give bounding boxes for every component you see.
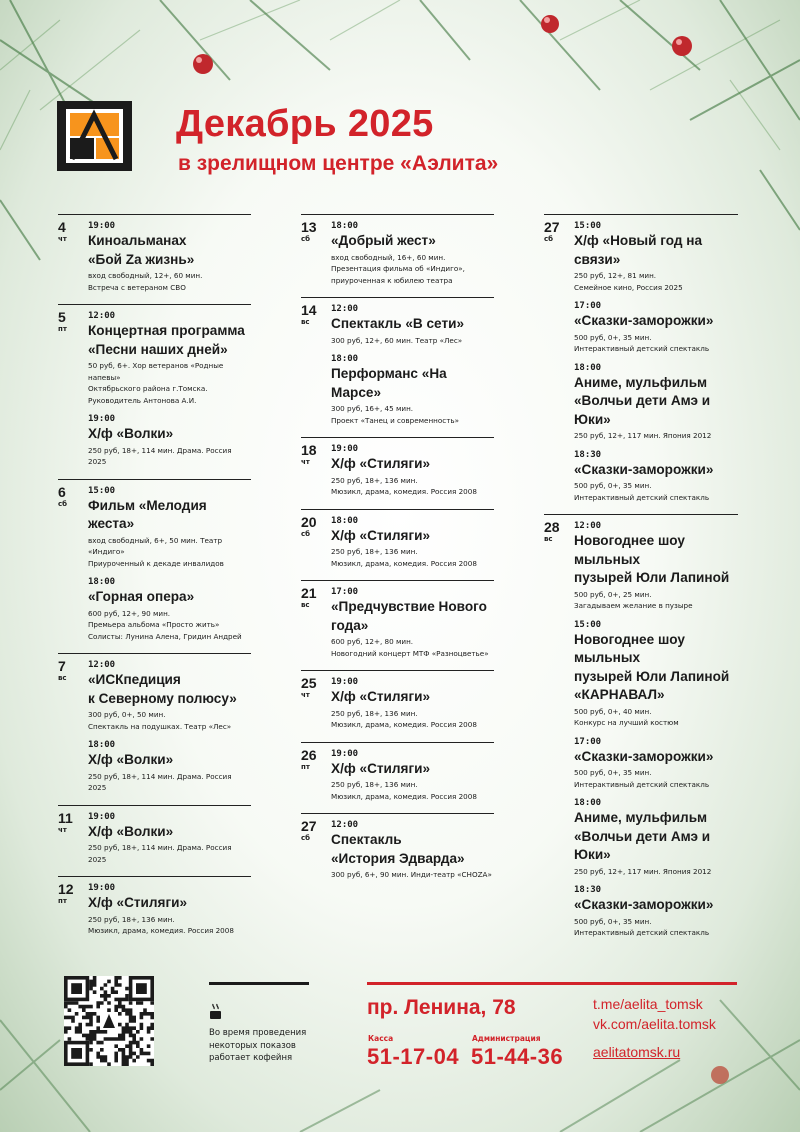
event-item	[331, 303, 494, 346]
day-date	[58, 882, 88, 937]
event-title: Х/ф «Стиляги»	[331, 527, 431, 543]
day-number: 27	[544, 219, 560, 235]
day-date	[544, 520, 574, 939]
day-events	[331, 819, 494, 881]
event-item	[574, 300, 738, 355]
day-weekday: вс	[301, 318, 310, 326]
event-info: 300 руб, 6+, 90 мин. Инди-театр «CHOZA»	[331, 870, 492, 879]
day-events	[88, 220, 251, 293]
day-date	[301, 676, 331, 731]
day-weekday: чт	[301, 458, 310, 466]
event-item	[331, 443, 494, 498]
schedule-day	[58, 214, 251, 293]
event-title: Х/ф «Волки»	[88, 752, 174, 767]
event-info: 50 руб, 6+. Хор ветеранов «Родные напевы» Октябрьского района г.Томска. Руководитель Антонова А.И.	[88, 361, 224, 405]
event-item	[574, 520, 738, 612]
day-weekday: сб	[301, 235, 311, 243]
event-title: «Сказки-заморожки»	[574, 461, 714, 477]
schedule-day	[301, 742, 494, 803]
day-date	[301, 220, 331, 286]
day-events	[88, 485, 251, 643]
day-events	[331, 443, 494, 498]
day-weekday: пт	[301, 762, 310, 771]
event-item	[331, 748, 494, 803]
event-item	[574, 619, 738, 729]
day-date	[58, 310, 88, 468]
event-info: 500 руб, 0+, 35 мин. Интерактивный детский спектакль	[574, 332, 710, 353]
event-item	[88, 739, 251, 794]
event-info: 300 руб, 16+, 45 мин. Проект «Танец и современность»	[331, 404, 460, 425]
coffee-cup-icon	[209, 1003, 223, 1021]
event-time: 15:00	[574, 619, 602, 630]
event-info: 250 руб, 18+, 136 мин. Мюзикл, драма, комедия. Россия 2008	[331, 708, 477, 729]
event-time: 17:00	[574, 301, 602, 311]
event-time: 19:00	[88, 883, 116, 893]
day-number: 6	[58, 483, 66, 500]
website-link[interactable]: aelitatomsk.ru	[593, 1044, 681, 1060]
day-events	[88, 659, 251, 794]
event-time: 18:00	[331, 515, 359, 526]
event-time: 19:00	[331, 677, 359, 687]
event-time: 12:00	[88, 311, 116, 321]
aelita-logo	[57, 101, 132, 171]
event-info: 250 руб, 12+, 81 мин. Семейное кино, Россия 2025	[574, 271, 683, 292]
event-time: 19:00	[331, 444, 359, 454]
event-time: 12:00	[331, 304, 359, 314]
schedule-column-2	[301, 214, 494, 892]
day-events	[88, 310, 251, 468]
day-number: 25	[301, 675, 317, 691]
day-weekday: чт	[58, 825, 67, 834]
footer-divider-left	[209, 982, 309, 985]
day-events	[331, 515, 494, 570]
event-item	[574, 797, 738, 877]
day-date	[301, 515, 331, 570]
page-subtitle: в зрелищном центре «Аэлита»	[178, 152, 499, 175]
event-item	[331, 676, 494, 731]
day-events	[88, 882, 251, 937]
qr-code[interactable]	[64, 976, 154, 1066]
day-weekday: вс	[301, 601, 310, 609]
event-time: 18:00	[331, 221, 359, 231]
day-number: 7	[58, 658, 66, 674]
event-item	[574, 884, 738, 939]
event-title: «Предчувствие Нового года»	[331, 599, 487, 633]
cafe-note: Во время проведения некоторых показов работает кофейня	[209, 1028, 307, 1063]
event-title: Х/ф «Стиляги»	[88, 895, 188, 910]
day-date	[58, 811, 88, 866]
event-title: Х/ф «Стиляги»	[331, 456, 431, 471]
event-title: «Сказки-заморожки»	[574, 748, 714, 764]
day-date	[544, 220, 574, 503]
admin-label: Администрация	[472, 1034, 541, 1043]
event-item	[574, 220, 738, 293]
day-number: 4	[58, 219, 66, 235]
day-number: 14	[301, 302, 317, 318]
box-office-label: Касса	[368, 1034, 394, 1043]
telegram-link[interactable]: t.me/aelita_tomsk	[593, 996, 703, 1012]
day-date	[58, 220, 88, 293]
event-info: 600 руб, 12+, 80 мин. Новогодний концерт МТФ «Разноцветье»	[331, 637, 489, 658]
day-weekday: чт	[58, 235, 67, 243]
event-info: 250 руб, 18+, 114 мин. Драма. Россия 2025	[88, 843, 232, 864]
day-events	[574, 520, 738, 939]
event-item	[574, 362, 738, 442]
day-number: 21	[301, 585, 317, 601]
schedule-day	[301, 437, 494, 498]
day-weekday: сб	[301, 529, 311, 538]
day-weekday: чт	[301, 691, 310, 699]
schedule-day	[58, 805, 251, 866]
day-number: 18	[301, 442, 317, 458]
page-title: Декабрь 2025	[176, 103, 434, 145]
footer-divider-right	[367, 982, 737, 985]
event-item	[88, 413, 251, 468]
schedule-day	[58, 876, 251, 937]
day-date	[301, 586, 331, 659]
event-title: «Горная опера»	[88, 589, 195, 604]
day-events	[88, 811, 251, 866]
event-info: 500 руб, 0+, 40 мин. Конкурс на лучший костюм	[574, 706, 679, 727]
address: пр. Ленина, 78	[367, 996, 516, 1019]
day-events	[331, 676, 494, 731]
event-title: Х/ф «Волки»	[88, 823, 174, 839]
day-number: 11	[58, 809, 73, 826]
event-info: 500 руб, 0+, 35 мин. Интерактивный детский спектакль	[574, 481, 710, 502]
event-time: 19:00	[88, 414, 116, 424]
event-title: Аниме, мульфильм «Волчьи дети Амэ и Юки»	[574, 374, 711, 427]
schedule-day	[301, 813, 494, 881]
event-info: 500 руб, 0+, 25 мин. Загадываем желание в пузыре	[574, 589, 693, 610]
event-time: 18:30	[574, 449, 602, 460]
event-info: 300 руб, 12+, 60 мин. Театр «Лес»	[331, 335, 463, 345]
event-info: вход свободный, 12+, 60 мин. Встреча с ветераном СВО	[88, 271, 203, 292]
schedule-column-1	[58, 214, 251, 948]
event-time: 12:00	[331, 820, 359, 830]
day-date	[301, 748, 331, 803]
day-weekday: пт	[58, 897, 67, 905]
event-time: 18:00	[88, 740, 116, 750]
event-title: Перформанс «На Марсе»	[331, 366, 447, 400]
day-date	[301, 443, 331, 498]
event-info: 250 руб, 12+, 117 мин. Япония 2012	[574, 866, 712, 876]
event-item	[88, 576, 251, 642]
event-title: Х/ф «Волки»	[88, 426, 174, 441]
event-title: Аниме, мульфильм «Волчьи дети Амэ и Юки»	[574, 810, 711, 862]
event-item	[88, 659, 251, 732]
event-info: 500 руб, 0+, 35 мин. Интерактивный детский спектакль	[574, 916, 710, 937]
event-item	[574, 449, 738, 504]
day-number: 26	[301, 746, 317, 763]
day-date	[301, 303, 331, 426]
event-title: «ИСКпедиция к Северному полюсу»	[88, 672, 237, 706]
event-item	[88, 485, 251, 570]
admin-phone[interactable]: 51-44-36	[471, 1044, 564, 1069]
day-date	[301, 819, 331, 881]
event-title: «Сказки-заморожки»	[574, 313, 714, 328]
day-number: 27	[301, 818, 317, 834]
event-info: 250 руб, 12+, 117 мин. Япония 2012	[574, 431, 712, 440]
event-time: 18:00	[574, 362, 602, 373]
schedule-day	[544, 514, 738, 939]
schedule-day	[544, 214, 738, 503]
day-weekday: сб	[301, 834, 311, 842]
event-info: вход свободный, 6+, 50 мин. Театр «Индиго» Приуроченный к декаде инвалидов	[88, 535, 224, 568]
event-info: 600 руб, 12+, 90 мин. Премьера альбома «Просто жить» Солисты: Лунина Алена, Гридин Андрей	[88, 608, 242, 641]
event-title: Х/ф «Стиляги»	[331, 689, 431, 704]
day-weekday: сб	[58, 499, 68, 508]
box-office-phone[interactable]: 51-17-04	[367, 1044, 460, 1069]
event-info: 250 руб, 18+, 114 мин. Драма. Россия 2025	[88, 771, 232, 792]
vk-link[interactable]: vk.com/aelita.tomsk	[593, 1016, 716, 1032]
schedule-day	[301, 580, 494, 659]
event-title: Спектакль «В сети»	[331, 316, 465, 331]
day-events	[331, 748, 494, 803]
event-item	[88, 310, 251, 406]
event-info: 250 руб, 18+, 136 мин. Мюзикл, драма, комедия. Россия 2008	[88, 914, 234, 935]
day-number: 28	[544, 519, 560, 535]
event-item	[331, 353, 494, 426]
event-title: Новогоднее шоу мыльных пузырей Юли Лапиной	[574, 533, 730, 585]
event-item	[88, 882, 251, 937]
event-info: вход свободный, 16+, 60 мин. Презентация фильма об «Индиго», приуроченная к юбилею театра	[331, 252, 465, 285]
day-date	[58, 485, 88, 643]
event-time: 18:00	[331, 354, 359, 364]
day-number: 12	[58, 881, 74, 897]
day-events	[331, 220, 494, 286]
event-time: 19:00	[331, 748, 359, 759]
day-number: 20	[301, 513, 317, 530]
event-time: 12:00	[574, 521, 602, 531]
event-time: 18:00	[574, 798, 602, 808]
schedule-day	[301, 214, 494, 286]
day-events	[574, 220, 738, 503]
event-time: 12:00	[88, 660, 116, 670]
event-time: 17:00	[331, 587, 359, 597]
day-events	[331, 303, 494, 426]
day-weekday: вс	[58, 674, 67, 682]
event-title: Х/ф «Новый год на связи»	[574, 233, 703, 267]
event-item	[331, 515, 494, 570]
event-time: 19:00	[88, 221, 116, 231]
day-weekday: пт	[58, 325, 67, 333]
event-item	[574, 736, 738, 791]
event-title: Х/ф «Стиляги»	[331, 760, 431, 776]
event-item	[88, 811, 251, 866]
event-info: 250 руб, 18+, 136 мин. Мюзикл, драма, комедия. Россия 2008	[331, 475, 477, 496]
day-date	[58, 659, 88, 794]
day-events	[331, 586, 494, 659]
event-info: 500 руб, 0+, 35 мин. Интерактивный детский спектакль	[574, 768, 710, 789]
event-info: 250 руб, 18+, 136 мин. Мюзикл, драма, комедия. Россия 2008	[331, 780, 477, 801]
event-info: 250 руб, 18+, 114 мин. Драма. Россия 2025	[88, 445, 232, 466]
schedule-day	[301, 509, 494, 570]
event-title: Фильм «Мелодия жеста»	[88, 497, 207, 531]
day-number: 5	[58, 309, 66, 325]
event-time: 19:00	[88, 811, 116, 822]
event-time: 18:00	[88, 577, 116, 587]
event-time: 15:00	[574, 221, 602, 231]
event-title: Новогоднее шоу мыльных пузырей Юли Лапиной «КАРНАВАЛ»	[574, 631, 730, 702]
event-title: «Сказки-заморожки»	[574, 897, 714, 912]
event-time: 18:30	[574, 885, 602, 895]
event-title: Киноальманах «Бой Zа жизнь»	[88, 233, 195, 267]
schedule-day	[58, 479, 251, 643]
event-item	[331, 586, 494, 659]
event-info: 300 руб, 0+, 50 мин. Спектакль на подушках. Театр «Лес»	[88, 710, 232, 731]
day-weekday: вс	[544, 535, 553, 543]
event-title: Спектакль «История Эдварда»	[331, 832, 465, 866]
event-info: 250 руб, 18+, 136 мин. Мюзикл, драма, комедия. Россия 2008	[331, 547, 477, 568]
event-time: 17:00	[574, 736, 602, 747]
event-title: Концертная программа «Песни наших дней»	[88, 323, 245, 357]
event-time: 15:00	[88, 485, 116, 496]
day-number: 13	[301, 219, 317, 235]
schedule-day	[58, 653, 251, 794]
event-item	[88, 220, 251, 293]
event-item	[331, 819, 494, 881]
schedule-day	[58, 304, 251, 468]
day-weekday: сб	[544, 235, 554, 243]
event-title: «Добрый жест»	[331, 233, 436, 248]
schedule-day	[301, 670, 494, 731]
schedule-day	[301, 297, 494, 426]
event-item	[331, 220, 494, 286]
schedule-column-3	[544, 214, 738, 950]
